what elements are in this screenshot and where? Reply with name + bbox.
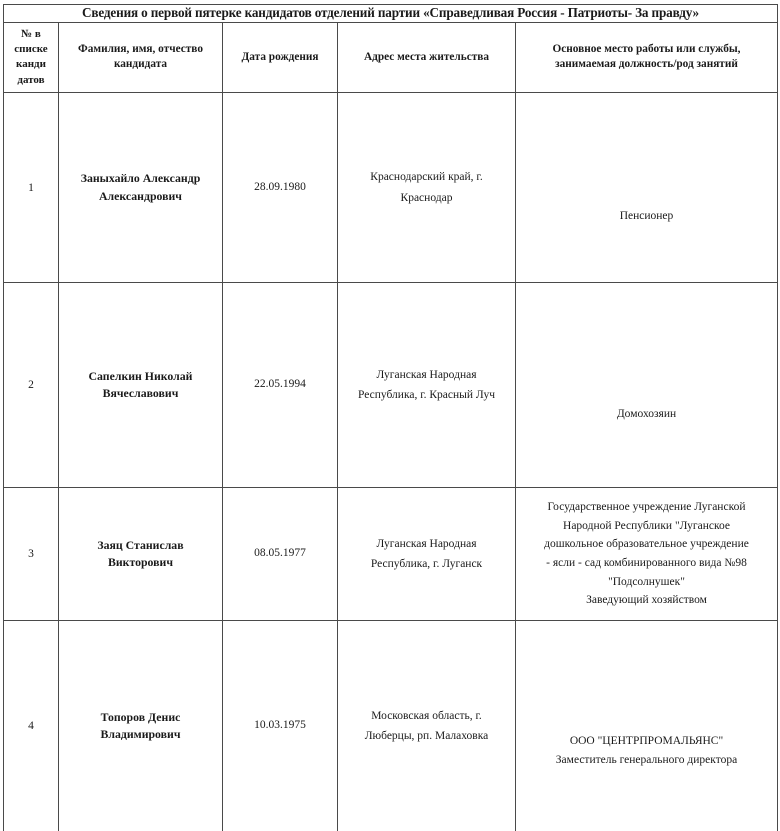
column-header-name	[59, 22, 223, 93]
table-header-row	[4, 22, 778, 93]
candidate-name	[59, 93, 223, 283]
candidate-name	[59, 488, 223, 621]
candidate-address	[338, 283, 516, 488]
row-number: 1	[4, 93, 59, 283]
candidate-work	[516, 93, 778, 283]
column-header-address: Адрес места жительства	[338, 22, 516, 93]
candidate-birth-date: 10.03.1975	[223, 621, 338, 831]
candidate-work-line-1: Домохозяин	[616, 407, 677, 420]
column-header-name-line-2: кандидата	[113, 58, 168, 71]
column-header-work-line-2: занимаемая должность/род занятий	[555, 58, 738, 71]
candidate-work-line-6: Заведующий хозяйством	[586, 594, 707, 607]
candidate-work-line-1: ООО "ЦЕНТРПРОМАЛЬЯНС"	[569, 735, 724, 748]
candidate-work	[516, 621, 778, 831]
candidate-work	[516, 488, 778, 621]
candidate-name-line-2: Владимирович	[100, 727, 181, 742]
candidate-address-line-2: Краснодар	[400, 191, 453, 204]
table-row	[4, 488, 778, 621]
candidate-address-line-1: Луганская Народная	[376, 537, 477, 550]
candidate-work-line-1: Государственное учреждение Луганской	[547, 501, 746, 514]
document-title: Сведения о первой пятерке кандидатов отделений партии «Справедливая Россия - Патриоты- За правду»	[4, 5, 778, 23]
column-header-number-line-3: канди	[16, 58, 46, 71]
column-header-name-line-1: Фамилия, имя, отчество	[78, 43, 203, 56]
column-header-number-line-1: № в	[21, 27, 41, 40]
candidate-address-line-2: Республика, г. Красный Луч	[358, 389, 495, 402]
candidate-work-line-3: дошкольное образовательное учреждение	[544, 538, 749, 551]
candidate-name-line-2: Александрович	[99, 188, 182, 203]
column-header-birth-date: Дата рождения	[223, 22, 338, 93]
column-header-work	[516, 22, 778, 93]
candidate-work	[516, 283, 778, 488]
candidate-address-line-2: Люберцы, рп. Малаховка	[364, 730, 489, 743]
column-header-work-line-1: Основное место работы или службы,	[552, 43, 741, 56]
candidate-address	[338, 93, 516, 283]
candidate-address-line-1: Краснодарский край, г.	[370, 171, 483, 184]
candidates-table	[3, 4, 778, 831]
column-header-number	[4, 22, 59, 93]
candidate-birth-date: 28.09.1980	[223, 93, 338, 283]
candidate-work-line-5: "Подсолнушек"	[608, 575, 685, 588]
table-row	[4, 621, 778, 831]
candidate-name-line-1: Заяц Станислав	[97, 537, 184, 552]
candidate-name	[59, 283, 223, 488]
row-number: 4	[4, 621, 59, 831]
candidate-name-line-1: Топоров Денис	[100, 709, 181, 724]
candidate-birth-date: 22.05.1994	[223, 283, 338, 488]
candidate-name	[59, 621, 223, 831]
candidate-name-line-2: Вячеславович	[102, 386, 179, 401]
candidate-work-line-2: Заместитель генерального директора	[555, 754, 738, 767]
table-row	[4, 283, 778, 488]
column-header-number-line-4: датов	[17, 73, 45, 86]
row-number: 3	[4, 488, 59, 621]
candidate-work-line-2: Народной Республики "Луганское	[563, 519, 730, 532]
candidate-name-line-1: Заныхайло Александр	[80, 171, 201, 186]
candidate-work-line-1: Пенсионер	[619, 210, 674, 223]
candidate-address-line-2: Республика, г. Луганск	[370, 558, 483, 571]
candidate-address	[338, 488, 516, 621]
candidate-address-line-1: Московская область, г.	[371, 709, 482, 722]
table-row	[4, 93, 778, 283]
column-header-number-line-2: списке	[14, 42, 48, 55]
candidate-name-line-2: Викторович	[108, 555, 173, 570]
candidate-name-line-1: Сапелкин Николай	[88, 368, 193, 383]
table-title-row	[4, 5, 778, 23]
row-number: 2	[4, 283, 59, 488]
candidate-address	[338, 621, 516, 831]
candidate-address-line-1: Луганская Народная	[376, 368, 477, 381]
candidate-work-line-4: - ясли - сад комбинированного вида №98	[546, 557, 747, 570]
candidate-birth-date: 08.05.1977	[223, 488, 338, 621]
